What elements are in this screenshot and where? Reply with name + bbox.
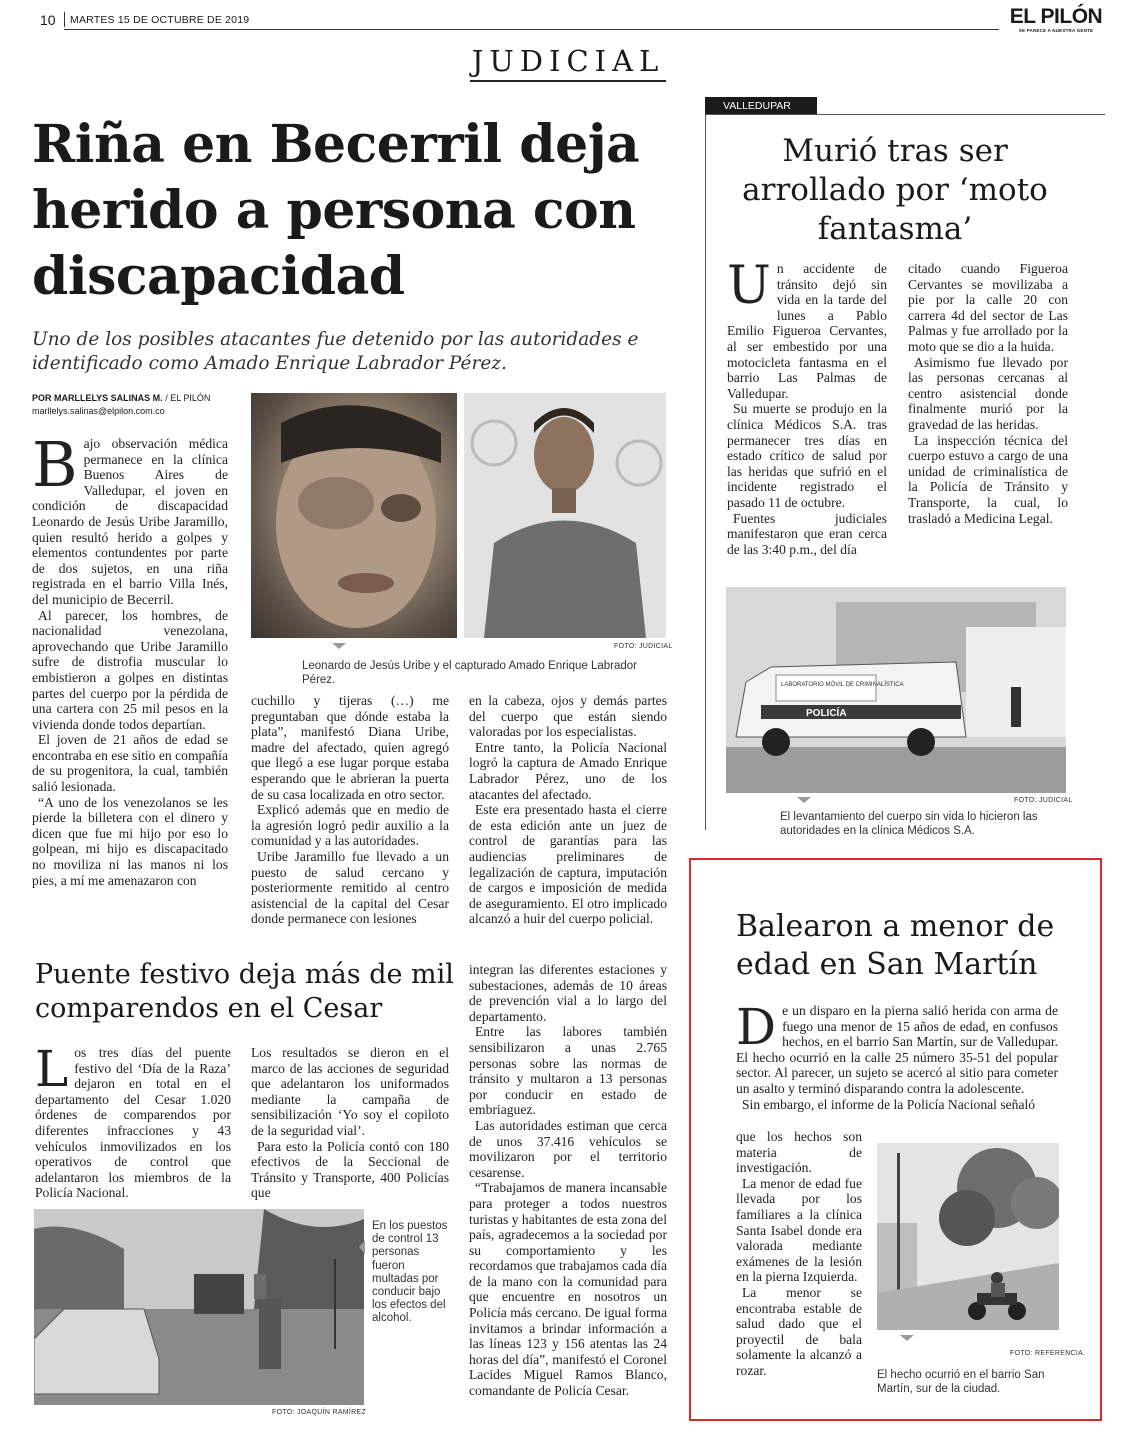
main-col3-p1: en la cabeza, ojos y demás partes del cuerpo que están siendo valoradas por los especialistas. [469, 693, 667, 740]
balearon-side-p3: La menor se encontraba estable de salud dado que el proyectil de bala solamente la alcanzó a rozar. [736, 1284, 862, 1378]
puente-col3-p1: integran las diferentes estaciones y subestaciones, además de 10 áreas de prevención vial a lo largo del departamento. [469, 962, 667, 1024]
balearon-side-col [736, 1129, 862, 1379]
section-rule [470, 80, 666, 82]
main-col1-p2: Al parecer, los hombres, de nacionalidad venezolana, aprovechando que Uribe Jaramillo sufre de distrofia muscular lo embistieron a golpes en distintas partes del cuerpo por la pérdida de una cartera con 25 mil pesos en la vivienda donde todos departían. [32, 607, 228, 732]
balearon-dropcap: D [736, 998, 777, 1056]
byline-author: POR MARLLELYS SALINAS M. [32, 393, 163, 403]
main-col2-p2: Explicó además que en medio de la agresión logró pedir auxilio a la comunidad y a las autoridades. [251, 802, 449, 849]
balearon-para2: Sin embargo, el informe de la Policía Nacional señaló [742, 1096, 1036, 1112]
right-column-divider [705, 114, 706, 830]
valledupar-col-2 [908, 261, 1068, 526]
page-date: MARTES 15 DE OCTUBRE DE 2019 [70, 14, 250, 26]
logo-tagline: SE PARECE A NUESTRA GENTE [1018, 28, 1094, 33]
valledupar-photo-caption: El levantamiento del cuerpo sin vida lo hicieron las autoridades en la clínica Médicos S.A. [780, 811, 1038, 837]
main-col-3 [469, 693, 667, 927]
puente-headline: Puente festivo deja más de mil comparendos en el Cesar [35, 959, 454, 1024]
page-number: 10 [40, 12, 56, 28]
main-photo-victim [251, 393, 457, 638]
main-photo-suspect [464, 393, 666, 638]
puente-col-2 [251, 1045, 449, 1201]
valledupar-col2-p2: Asimismo fue llevado por las personas cercanas al centro asistencial donde finalmente murió por la gravedad de las heridas. [908, 354, 1068, 432]
street-scene-graphic [877, 1143, 1059, 1330]
main-subhead: Uno de los posibles atacantes fue detenido por las autoridades e identificado como Amado Enrique Labrador Pérez. [32, 329, 639, 374]
balearon-photo-caption: El hecho ocurrió en el barrio San Martín, sur de la ciudad. [877, 1369, 1045, 1395]
puente-photo-caption: En los puestos de control 13 personas fueron multadas por conducir bajo los efectos del alcohol. [372, 1220, 448, 1325]
byline-email: marllelys.salinas@elpilon.com.co [32, 406, 165, 416]
puente-col-3 [469, 962, 667, 1399]
balearon-photo [877, 1143, 1059, 1330]
balearon-side-p2: La menor de edad fue llevada por los familiares a la clínica Santa Isabel donde era valorada mediante exámenes de la lesión en la pierna Izquierda. [736, 1175, 862, 1285]
main-col-2 [251, 693, 449, 927]
main-headline: Riña en Becerril deja herido a persona con discapacidad [32, 114, 640, 307]
header-rule [64, 29, 999, 30]
puente-col3-p2: Entre las labores también sensibilizaron a unas 2.765 personas sobre las normas de tránsito y multaron a 13 personas por conducir en estado de embriaguez. [469, 1024, 667, 1118]
valledupar-dropcap: U [727, 256, 771, 316]
balearon-caption-arrow [900, 1335, 914, 1341]
valledupar-col-1 [727, 256, 887, 557]
valledupar-col1-p1: n accidente de tránsito dejó sin vida en la tarde del lunes a Pablo Emilio Figueroa Cervantes, al ser embestido por una motocicleta fantasma en el barrio Las Palmas de Valledupar. [727, 261, 887, 401]
byline-outlet: / EL PILÓN [165, 393, 211, 403]
puente-col-1 [35, 1040, 231, 1201]
balearon-side-p1: que los hechos son materia de investigación. [736, 1129, 862, 1176]
header-divider [64, 12, 65, 27]
balearon-intro [736, 998, 1058, 1112]
valledupar-col1-p2: Su muerte se produjo en la clínica Médicos S.A. tras permanecer tres días en estado crítico de salud por las heridas que sufrió en el incidente registrado el pasado 11 de octubre. [727, 401, 887, 510]
puente-photo-credit: FOTO: JOAQUÍN RAMÍREZ [272, 1409, 367, 1416]
main-col-1 [32, 428, 228, 888]
puente-col2-p2: Para esto la Policía contó con 180 efectivos de la Seccional de Tránsito y Transporte, 400 Policías que [251, 1138, 449, 1201]
main-dropcap: B [32, 428, 78, 501]
suspect-graphic [464, 393, 666, 638]
main-photo-caption: Leonardo de Jesús Uribe y el capturado Amado Enrique Labrador Pérez. [302, 660, 637, 686]
puente-col3-p3: Las autoridades estiman que cerca de unos 37.416 vehículos se movilizaron por el territorio cesarense. [469, 1117, 667, 1180]
balearon-photo-credit: FOTO: REFERENCIA. [1010, 1350, 1086, 1357]
main-caption-arrow [332, 643, 346, 649]
crime-lab-van-graphic [726, 587, 1066, 793]
valledupar-col2-p1: citado cuando Figueroa Cervantes se movilizaba a pie por la calle 20 con carrera 4d del sector de Las Palmas y fue arrollado por la moto que se dio a la huida. [908, 261, 1068, 354]
puente-caption-arrow [359, 1240, 365, 1254]
main-col1-p4: “A uno de los venezolanos se les pierde la billetera con el dinero y dicen que fue mi hijo por eso lo golpean, mi hijo es discapacitado no moviliza ni las manos ni los pies, a mí me amenazaron con [32, 794, 228, 888]
valledupar-headline: Murió tras ser arrollado por ‘moto fantasma’ [742, 133, 1048, 247]
main-photo-credit: FOTO: JUDICIAL [614, 643, 673, 650]
byline [32, 393, 210, 403]
puente-col1-p1: os tres días del puente festivo del ‘Día de la Raza’ dejaron en total en el departamento del Cesar 1.020 órdenes de comparendos por diferentes infracciones y 43 vehículos inmovilizados en los operativos de control que adelantaron los miembros de la Policía Nacional. [35, 1045, 231, 1201]
puente-col2-p1: Los resultados se dieron en el marco de las acciones de seguridad que adelantaron los uniformados mediante la campaña de sensibilización ‘Yo soy el copiloto de la seguridad vial’. [251, 1045, 449, 1138]
van-lab-text: LABORATORIO MÓVIL DE CRIMINALÍSTICA [781, 682, 904, 688]
puente-col3-p4: “Trabajamos de manera incansable para proteger a todos nuestros turistas y habitantes de esta zona del país, agradecemos a la sociedad por su comportamiento y les recordamos que trabajamos cada día de la mano con la comunidad para que encuentre en nosotros un Policía más cercano. De igual forma invitamos a brindar información a las líneas 123 y 156 atentas las 24 horas del día”, manifestó el Coronel Lacides Miguel Ramos Blanco, comandante de Policía Cesar. [469, 1180, 667, 1399]
logo-text: EL PILÓN [1009, 5, 1103, 28]
valledupar-kicker: VALLEDUPAR [705, 97, 817, 115]
main-col1-p3: El joven de 21 años de edad se encontraba en ese sitio en compañía de su progenitora, la cual, también salió lesionada. [32, 732, 228, 795]
main-col3-p2: Entre tanto, la Policía Nacional logró la captura de Amado Enrique Labrador Pérez, uno de los atacantes del afectado. [469, 739, 667, 802]
puente-photo [34, 1209, 364, 1405]
section-title: JUDICIAL [471, 44, 665, 78]
puente-dropcap: L [35, 1040, 69, 1098]
main-col3-p3: Este era presentado hasta el cierre de esta edición ante un juez de control de garantías para las audiencias preliminares de legalización de captura, imputación de cargos e imposición de medida de aseguramiento. El otro implicado alcanzó a huir del cuerpo policial. [469, 802, 667, 927]
valledupar-kicker-rule [705, 114, 1105, 115]
main-col2-p1: cuchillo y tijeras (…) me preguntaban que dónde estaba la plata”, manifestó Diana Uribe, madre del afectado, quien agregó que llegó a ese lugar porque estaba esperando que le abrieran la puerta de su casa localizada en otro sector. [251, 693, 449, 802]
valledupar-caption-arrow [797, 797, 811, 803]
valledupar-col1-p3: Fuentes judiciales manifestaron que eran cerca de las 3:40 p.m., del día [727, 510, 887, 557]
victim-face-graphic [251, 393, 457, 638]
balearon-headline: Balearon a menor de edad en San Martín [736, 909, 1055, 982]
traffic-checkpoint-graphic [34, 1209, 364, 1405]
main-col2-p3: Uribe Jaramillo fue llevado a un puesto de salud cercano y posteriormente remitido al centro asistencial de la capital del Cesar donde permanece con lesiones [251, 848, 449, 927]
main-col1-p1: ajo observación médica permanece en la clínica Buenos Aires de Valledupar, el joven en condición de discapacidad Leonardo de Jesús Uribe Jaramillo, quien resultó herido a golpes y elementos contundentes por parte de dos sujetos, en una riña registrada en el barrio Villa Inés, del municipio de Becerril. [32, 436, 228, 607]
valledupar-photo-credit: FOTO: JUDICIAL [1014, 797, 1073, 804]
balearon-intro-text: e un disparo en la pierna salió herida con arma de fuego una menor de 15 años de edad, en confusos hechos, en el barrio San Martín, sur de Valledupar. El hecho ocurrió en la calle 25 número 35-51 del popular sector. Al parecer, un sujeto se acercó al sitio para cometer un asalto y terminó disparando contra la adolescente. [736, 1003, 1058, 1096]
valledupar-col2-p3: La inspección técnica del cuerpo estuvo a cargo de una unidad de criminalística de la Policía de Tránsito y Transporte, la cual, lo trasladó a Medicina Legal. [908, 432, 1068, 526]
logo [1004, 6, 1108, 33]
van-police-text: POLICÍA [806, 708, 847, 719]
valledupar-photo [726, 587, 1066, 793]
